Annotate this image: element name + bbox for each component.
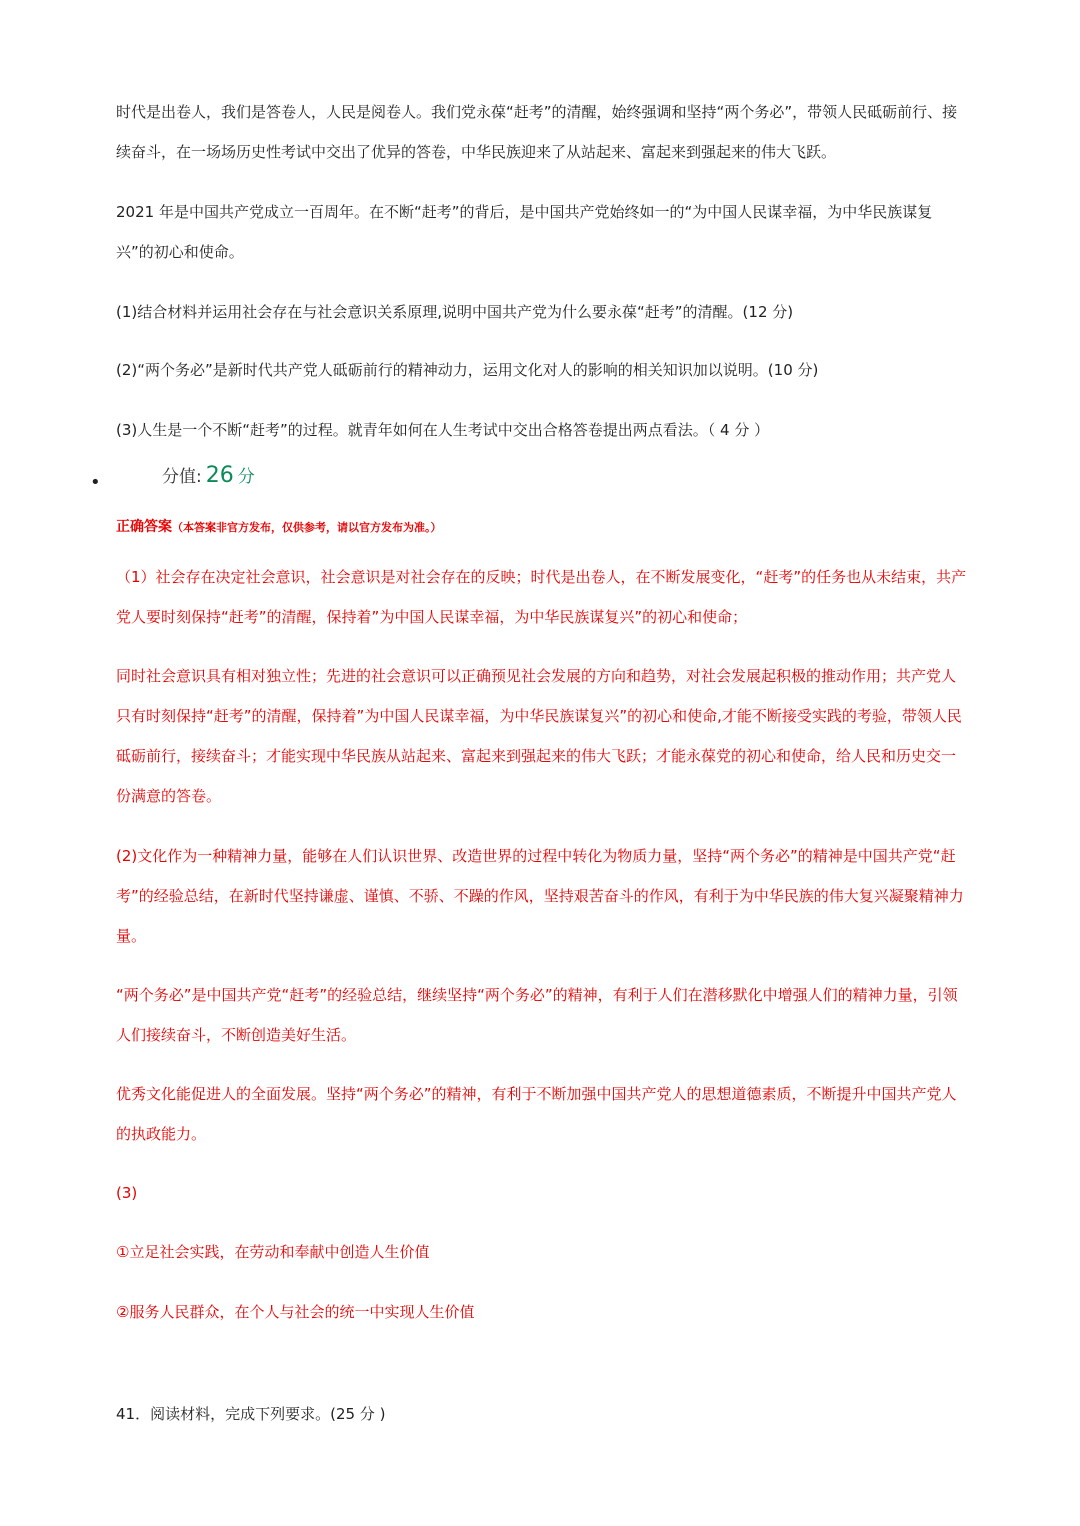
question-2: (2)“两个务必”是新时代共产党人砥砺前行的精神动力，运用文化对人的影响的相关知识加以说明。(10 分): [116, 361, 819, 379]
answer-disclaimer: （本答案非官方发布，仅供参考，请以官方发布为准。）: [172, 521, 442, 534]
list-bullet: •: [90, 472, 101, 493]
score-label: 分值:: [162, 467, 202, 487]
answer-3-heading: (3): [116, 1184, 138, 1202]
answer-1-paragraph-2: 同时社会意识具有相对独立性；先进的社会意识可以正确预见社会发展的方向和趋势，对社会发展起积极的推动作用；共产党人只有时刻保持“赶考”的清醒，保持着”为中国人民谋幸福，为中华民族谋复兴”的初心和使命,才能不断接受实践的考验，带领人民砥砺前行，接续奋斗；才能实现中华民族从站起来、富起来到强起来的伟大飞跃；才能永葆党的初心和使命，给人民和历史交一份满意的答卷。: [116, 667, 962, 805]
answer-2-paragraph-3: 优秀文化能促进人的全面发展。坚持“两个务必”的精神，有利于不断加强中国共产党人的思想道德素质，不断提升中国共产党人的执政能力。: [116, 1085, 957, 1143]
answer-heading: [116, 516, 442, 539]
answer-2-paragraph-2: “两个务必”是中国共产党“赶考”的经验总结，继续坚持“两个务必”的精神，有利于人们在潜移默化中增强人们的精神力量，引领人们接续奋斗，不断创造美好生活。: [116, 986, 958, 1044]
answer-3-item-2: ②服务人民群众，在个人与社会的统一中实现人生价值: [116, 1303, 475, 1321]
score-value: 26: [205, 463, 234, 488]
answer-2-paragraph-1: (2)文化作为一种精神力量，能够在人们认识世界、改造世界的过程中转化为物质力量，坚持“两个务必”的精神是中国共产党“赶考”的经验总结，在新时代坚持谦虚、谨慎、不骄、不躁的作风，坚持艰苦奋斗的作风，有利于为中华民族的伟大复兴凝聚精神力量。: [116, 847, 964, 945]
score-unit: 分: [237, 467, 255, 487]
score-line: [162, 462, 255, 488]
answer-1-paragraph-1: （1）社会存在决定社会意识，社会意识是对社会存在的反映；时代是出卷人，在不断发展变化，“赶考”的任务也从未结束，共产党人要时刻保持“赶考”的清醒，保持着”为中国人民谋幸福，为中华民族谋复兴”的初心和使命；: [116, 568, 967, 626]
material-paragraph-2: 2021 年是中国共产党成立一百周年。在不断“赶考”的背后，是中国共产党始终如一的“为中国人民谋幸福，为中华民族谋复兴”的初心和使命。: [116, 203, 933, 261]
question-3: (3)人生是一个不断“赶考”的过程。就青年如何在人生考试中交出合格答卷提出两点看法。（ 4 分 ）: [116, 421, 770, 439]
next-question: 41．阅读材料，完成下列要求。(25 分 ): [116, 1405, 386, 1423]
answer-title: 正确答案: [116, 519, 172, 535]
question-1: (1)结合材料并运用社会存在与社会意识关系原理,说明中国共产党为什么要永葆“赶考”的清醒。(12 分): [116, 303, 794, 321]
material-paragraph-1: 时代是出卷人，我们是答卷人，人民是阅卷人。我们党永葆“赶考”的清醒，始终强调和坚持“两个务必”，带领人民砥砺前行、接续奋斗，在一场场历史性考试中交出了优异的答卷，中华民族迎来了从站起来、富起来到强起来的伟大飞跃。: [116, 103, 958, 161]
answer-3-item-1: ①立足社会实践，在劳动和奉献中创造人生价值: [116, 1243, 430, 1261]
